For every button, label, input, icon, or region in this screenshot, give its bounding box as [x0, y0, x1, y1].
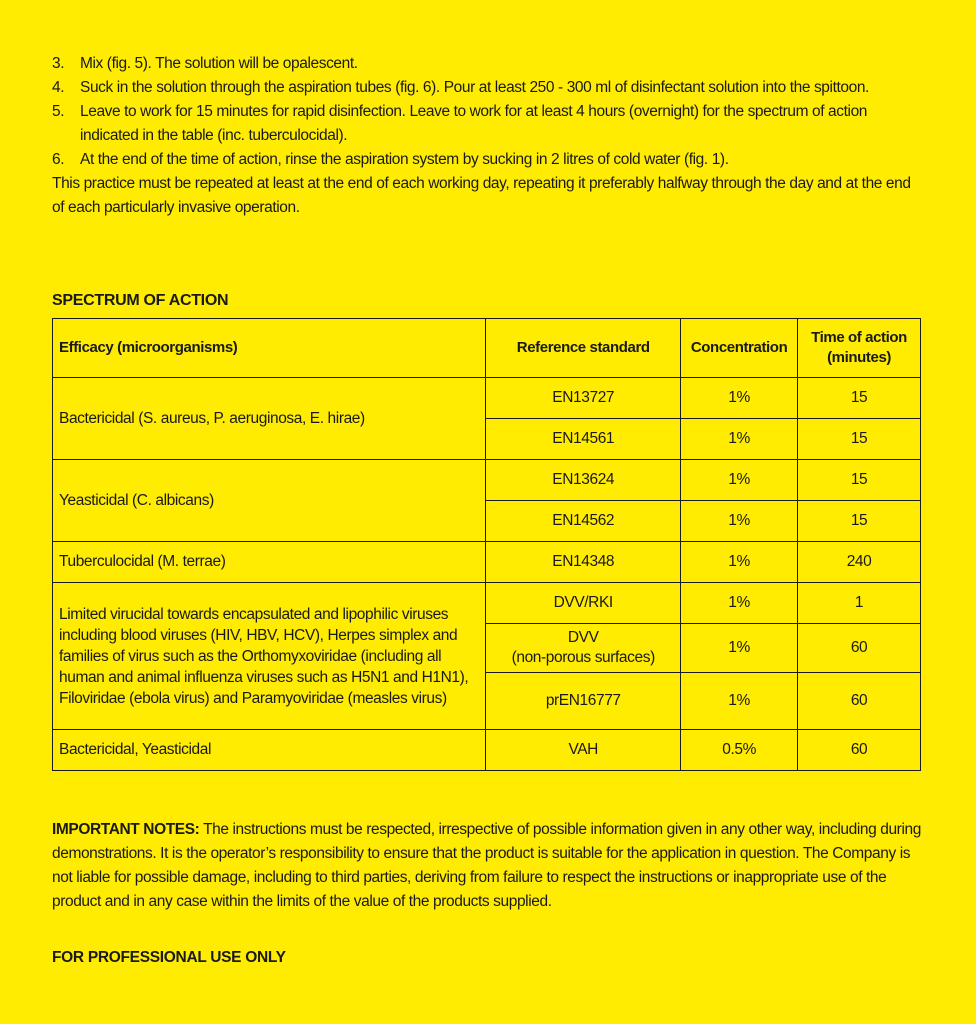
time-cell: 60: [798, 673, 921, 730]
step-number: 5.: [52, 103, 65, 120]
time-cell: 15: [798, 460, 921, 501]
spectrum-table: [52, 318, 921, 771]
concentration-cell: 1%: [681, 624, 798, 673]
table-header-row: [53, 319, 921, 378]
notes-label: IMPORTANT NOTES:: [52, 821, 200, 838]
concentration-cell: 1%: [681, 542, 798, 583]
table-row: [53, 542, 921, 583]
concentration-cell: 1%: [681, 583, 798, 624]
step-text: At the end of the time of action, rinse the aspiration system by sucking in 2 litres of cold water (fig. 1).: [80, 151, 729, 168]
time-cell: 15: [798, 378, 921, 419]
time-cell: 1: [798, 583, 921, 624]
table-row: [53, 583, 921, 624]
concentration-cell: 1%: [681, 419, 798, 460]
header-standard: Reference standard: [486, 319, 681, 378]
time-cell: 60: [798, 624, 921, 673]
time-cell: 15: [798, 501, 921, 542]
step-number: 6.: [52, 151, 65, 168]
step-item: [52, 76, 922, 100]
standard-cell: DVV/RKI: [486, 583, 681, 624]
time-cell: 15: [798, 419, 921, 460]
header-time: Time of action (minutes): [798, 319, 921, 378]
step-number: 3.: [52, 55, 65, 72]
table-row: [53, 460, 921, 501]
step-text: Suck in the solution through the aspiration tubes (fig. 6). Pour at least 250 - 300 ml of disinfectant solution into the spittoon.: [80, 79, 869, 96]
standard-cell: EN14562: [486, 501, 681, 542]
step-text: Leave to work for 15 minutes for rapid disinfection. Leave to work for at least 4 hours (overnight) for the spectrum of action indicated in the table (inc. tuberculocidal).: [80, 103, 868, 144]
standard-cell: EN13624: [486, 460, 681, 501]
standard-cell: EN14348: [486, 542, 681, 583]
table-row: [53, 730, 921, 771]
step-item: [52, 52, 922, 76]
standard-cell: EN13727: [486, 378, 681, 419]
efficacy-cell: Bactericidal (S. aureus, P. aeruginosa, E. hirae): [53, 378, 486, 460]
step-number: 4.: [52, 79, 65, 96]
step-item: [52, 148, 922, 172]
standard-cell: EN14561: [486, 419, 681, 460]
important-notes: [52, 818, 922, 914]
time-cell: 240: [798, 542, 921, 583]
concentration-cell: 1%: [681, 460, 798, 501]
efficacy-cell: Tuberculocidal (M. terrae): [53, 542, 486, 583]
standard-cell: DVV (non-porous surfaces): [486, 624, 681, 673]
time-cell: 60: [798, 730, 921, 771]
concentration-cell: 1%: [681, 673, 798, 730]
professional-use-label: FOR PROFESSIONAL USE ONLY: [52, 949, 286, 966]
notes-text: The instructions must be respected, irrespective of possible information given in any other way, including during demonstrations. It is the operator’s responsibility to ensure that the product is suitable for the application in question. The Company is not liable for possible damage, including to third parties, deriving from failure to respect the instructions or inappropriate use of the product and in any case within the limits of the value of the products supplied.: [52, 821, 921, 910]
efficacy-cell: Bactericidal, Yeasticidal: [53, 730, 486, 771]
step-item: [52, 100, 922, 148]
instructions-section: [52, 52, 922, 220]
concentration-cell: 1%: [681, 378, 798, 419]
table-row: [53, 378, 921, 419]
steps-list: [52, 52, 922, 172]
efficacy-cell: Yeasticidal (C. albicans): [53, 460, 486, 542]
header-efficacy: Efficacy (microorganisms): [53, 319, 486, 378]
step-text: Mix (fig. 5). The solution will be opalescent.: [80, 55, 358, 72]
concentration-cell: 0.5%: [681, 730, 798, 771]
concentration-cell: 1%: [681, 501, 798, 542]
header-concentration: Concentration: [681, 319, 798, 378]
standard-cell: prEN16777: [486, 673, 681, 730]
efficacy-cell: Limited virucidal towards encapsulated and lipophilic viruses including blood viruses (HIV, HBV, HCV), Herpes simplex and families of virus such as the Orthomyxoviridae (including all human and animal influenza viruses such as H5N1 and H1N1), Filoviridae (ebola virus) and Paramyoviridae (measles virus): [53, 583, 486, 730]
spectrum-title: SPECTRUM OF ACTION: [52, 292, 229, 309]
standard-cell: VAH: [486, 730, 681, 771]
practice-note: This practice must be repeated at least at the end of each working day, repeating it preferably halfway through the day and at the end of each particularly invasive operation.: [52, 175, 911, 216]
